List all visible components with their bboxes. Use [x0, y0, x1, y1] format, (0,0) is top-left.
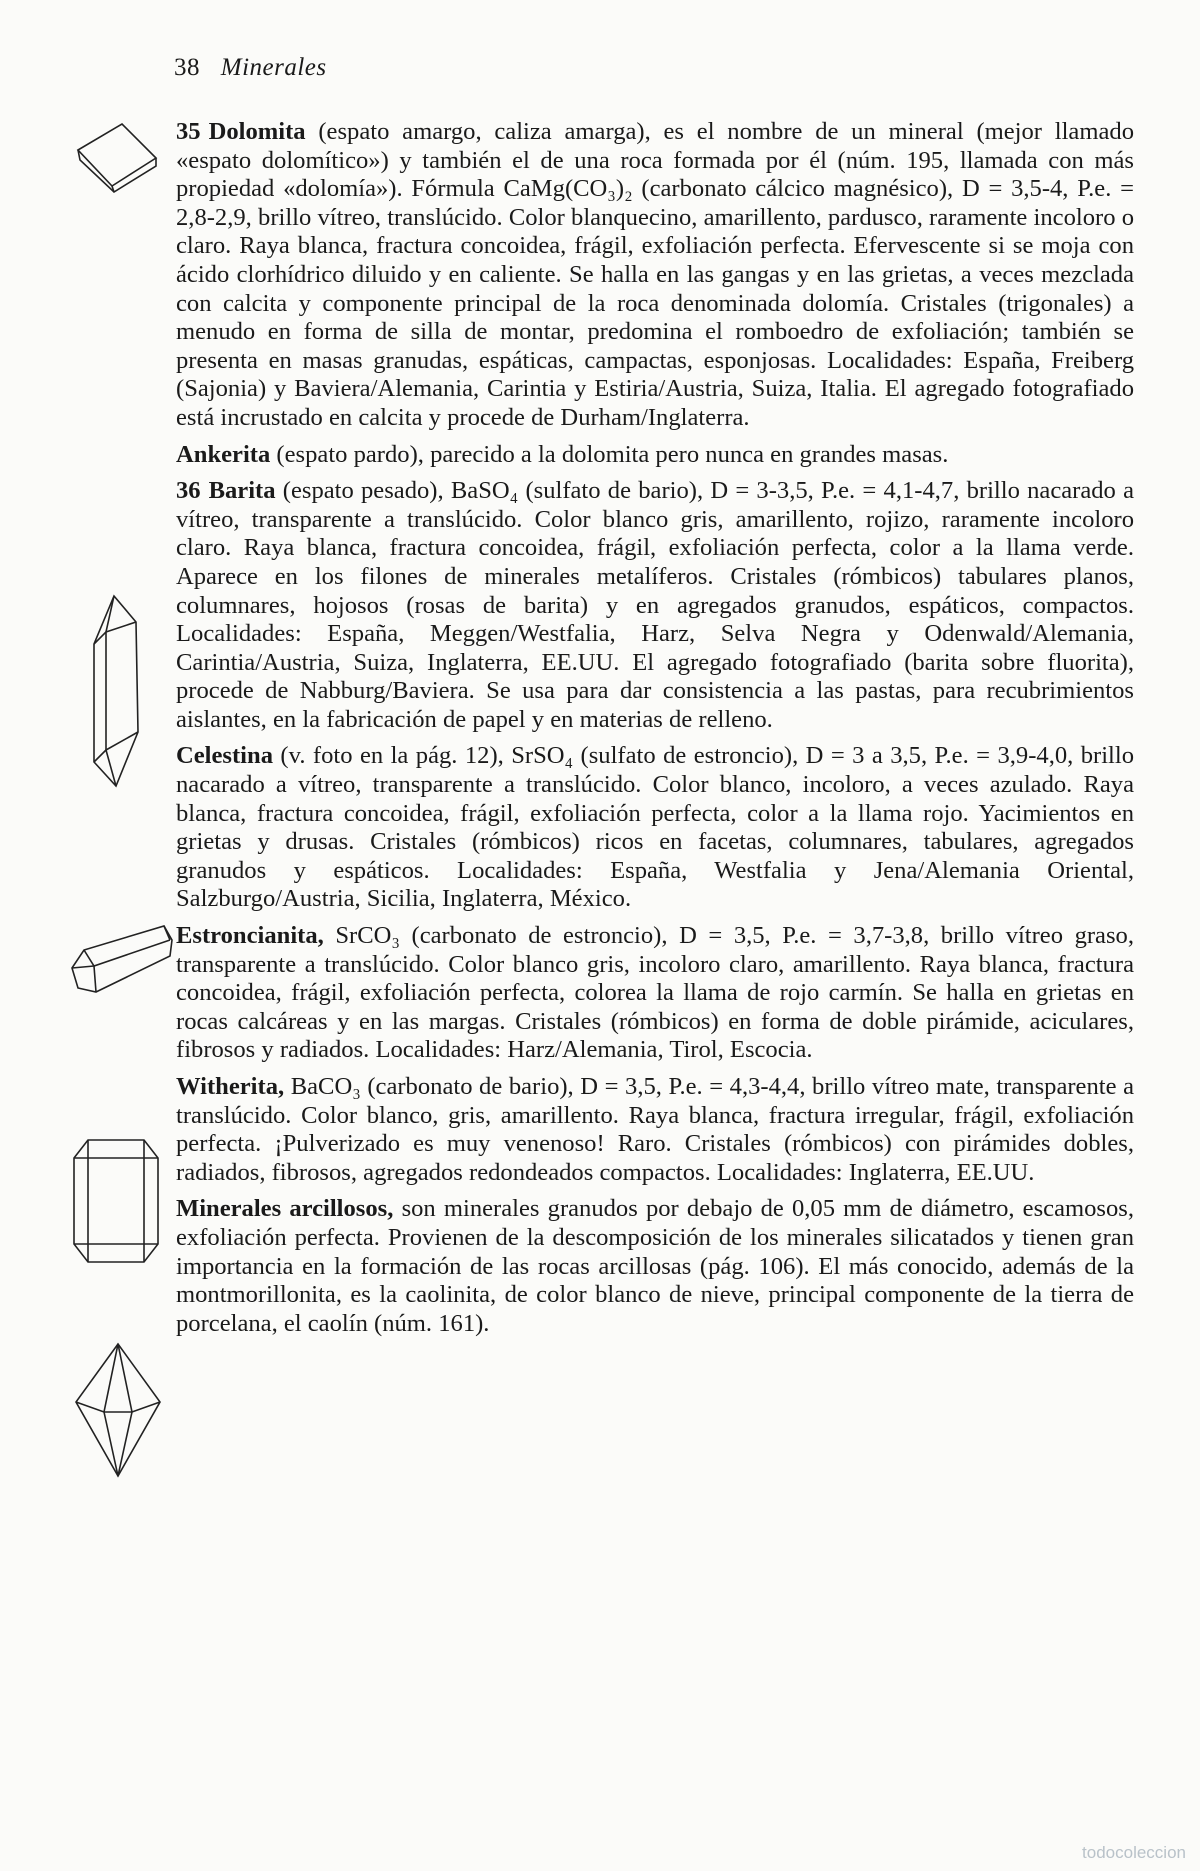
watermark: todocoleccion	[1082, 1843, 1186, 1862]
page-header	[174, 54, 327, 82]
entry-number: 36	[176, 477, 201, 505]
entry-name: Dolomita	[208, 118, 306, 145]
entry-number: 35	[176, 118, 201, 145]
entry-text: (espato pesado), BaSO₄ (sulfato de bario), D = 3-3,5, P.e. = 4,1-4,7, brillo nacarado a vítreo, transparente a translúcido. Color blanco gris, amarillento, rojizo, raramente incoloro claro. Raya blanca, fractura concoidea, frágil, exfoliación perfecta, color a la llama verde. Aparece en los filones de minerales metalíferos. Cristales (rómbicos) tabulares planos, columnares, hojosos (rosas de barita) y en agregados granudos, espáticos, compactos. Localidades: España, Meggen/Westfalia, Harz, Selva Negra y Odenwald/Alemania, Carintia/Austria, Suiza, Inglaterra, EE.UU. El agregado fotografiado (barita sobre fluorita), procede de Nabburg/Baviera. Se usa para dar consistencia a las pastas, para recubrimientos aislantes, en la fabricación de papel y en materias de relleno.	[176, 477, 1134, 733]
entry-minerales-arcillosos	[176, 1195, 1134, 1338]
entry-text: SrCO₃ (carbonato de estroncio), D = 3,5, P.e. = 3,7-3,8, brillo vítreo graso, transparente a translúcido. Color blanco gris, incoloro claro, amarillento. Raya blanca, fractura concoidea, frágil, exfoliación perfecta, colorea la llama de rojo carmín. Se halla en grietas en rocas calcáreas y en las margas. Cristales (rómbicos) en forma de doble pirámide, aciculares, fibrosos y radiados. Localidades: Harz/Alemania, Tirol, Escocia.	[176, 922, 1134, 1064]
entry-text: (espato pardo), parecido a la dolomita pero nunca en grandes masas.	[270, 440, 949, 468]
entry-estroncianita	[176, 922, 1134, 1065]
entry-dolomita	[176, 118, 1134, 433]
entry-name: Witherita,	[176, 1073, 285, 1100]
barite-tabular-crystal-icon	[86, 592, 146, 792]
celestine-prismatic-crystal-icon	[66, 922, 178, 1002]
page-number: 38	[174, 54, 200, 81]
entry-witherita	[176, 1073, 1134, 1187]
strontianite-prism-crystal-icon	[68, 1134, 164, 1268]
rhombohedron-crystal-icon	[72, 120, 162, 194]
entry-name: Ankerita	[176, 440, 271, 468]
entry-text: (espato amargo, caliza amarga), es el nombre de un mineral (mejor llamado «espato dolomítico») y también el de una roca formada por él (núm. 195, llamada con más propiedad «dolomía»). Fórmula CaMg(CO₃)₂ (carbonato cálcico magnésico), D = 3,5-4, P.e. = 2,8-2,9, brillo vítreo, translúcido. Color blanquecino, amarillento, pardusco, raramente incoloro o claro. Raya blanca, fractura concoidea, frágil, exfoliación perfecta. Efervescente si se moja con ácido clorhídrico diluido y en caliente. Se halla en las gangas y en las grietas, a veces mezclada con calcita y componente principal de la roca denominada dolomía. Cristales (trigonales) a menudo en forma de silla de montar, predomina el romboedro de exfoliación; también se presenta en masas granudas, espáticas, campactas, esponjosas. Localidades: España, Freiberg (Sajonia) y Baviera/Alemania, Carintia y Estiria/Austria, Suiza, Italia. El agregado fotografiado está incrustado en calcita y procede de Durham/Inglaterra.	[176, 118, 1134, 431]
entry-name: Minerales arcillosos,	[176, 1195, 394, 1223]
entry-name: Barita	[208, 477, 276, 505]
entry-text: (v. foto en la pág. 12), SrSO₄ (sulfato de estroncio), D = 3 a 3,5, P.e. = 3,9-4,0, brillo nacarado a vítreo, transparente a translúcido. Color blanco, incoloro, a veces azulado. Raya blanca, fractura concoidea, frágil, exfoliación perfecta, color a la llama rojo. Yacimientos en grietas y drusas. Cristales (rómbicos) ricos en facetas, columnares, tabulares, agregados granudos y espáticos. Localidades: España, Westfalia y Jena/Alemania Oriental, Salzburgo/Austria, Sicilia, Inglaterra, México.	[176, 742, 1134, 913]
entry-name: Celestina	[176, 742, 273, 770]
entry-celestina	[176, 742, 1134, 914]
entry-text: BaCO₃ (carbonato de bario), D = 3,5, P.e. = 4,3-4,4, brillo vítreo mate, transparente a translúcido. Color blanco, gris, amarillento. Raya blanca, fractura irregular, frágil, exfoliación perfecta. ¡Pulverizado es muy venenoso! Raro. Cristales (rómbicos) con pirámides dobles, radiados, fibrosos, agregados redondeados compactos. Localidades: Inglaterra, EE.UU.	[176, 1073, 1134, 1186]
entry-text: son minerales granudos por debajo de 0,05 mm de diámetro, escamosos, exfoliación perfecta. Provienen de la descomposición de los minerales silicatados y tienen gran importancia en la formación de las rocas arcillosas (pág. 106). El más conocido, además de la montmorillonita, es la caolinita, de color blanco de nieve, principal componente de la tierra de porcelana, el caolín (núm. 161).	[176, 1195, 1135, 1337]
entry-barita	[176, 477, 1134, 734]
entry-name: Estroncianita,	[176, 922, 324, 950]
entry-ankerita	[176, 441, 1134, 470]
running-title: Minerales	[220, 54, 327, 81]
witherite-dipyramid-crystal-icon	[70, 1340, 166, 1480]
text-column	[176, 118, 1134, 1346]
